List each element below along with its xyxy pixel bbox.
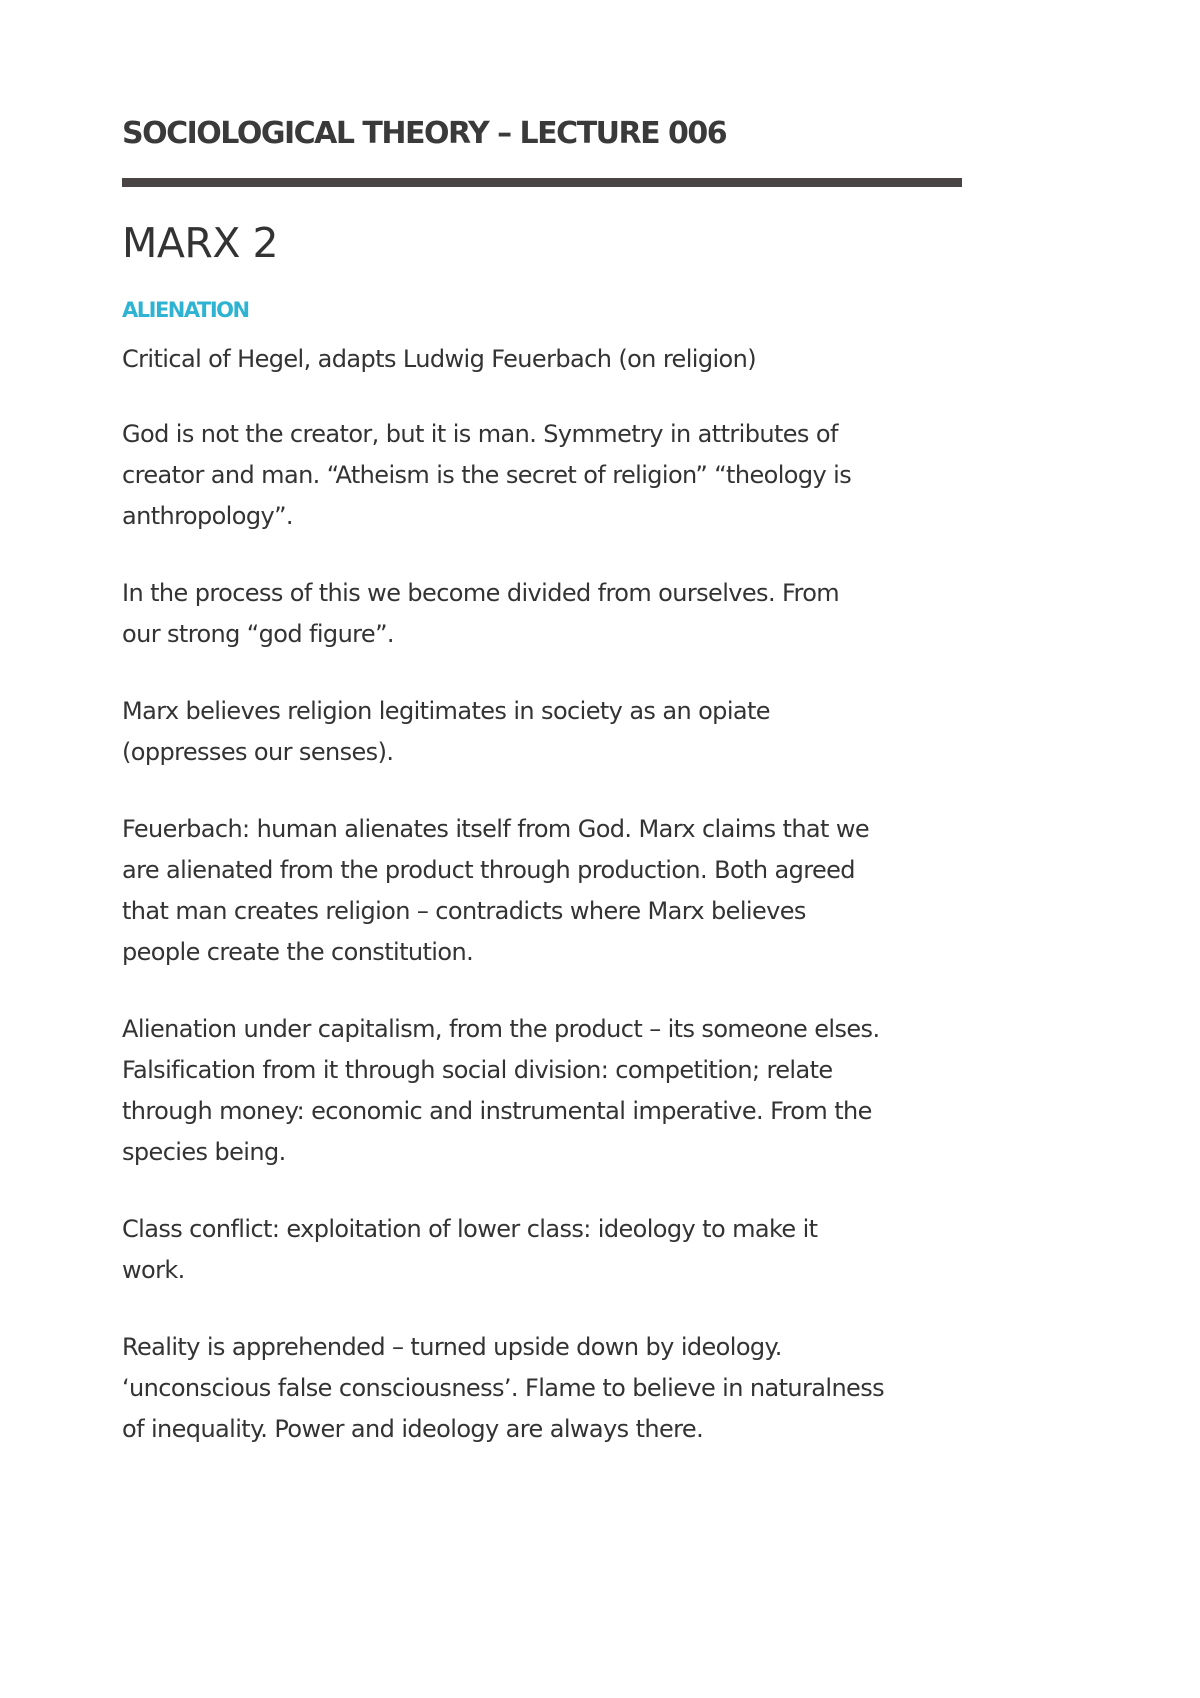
text-line: Reality is apprehended – turned upside down by ideology.: [122, 1333, 782, 1361]
body-text: [122, 339, 962, 1450]
paragraph: [122, 809, 952, 973]
text-line: Alienation under capitalism, from the product – its someone elses.: [122, 1015, 880, 1043]
course-title: SOCIOLOGICAL THEORY – LECTURE 006: [122, 116, 727, 151]
lecture-heading: MARX 2: [122, 219, 279, 267]
text-line: species being.: [122, 1138, 286, 1166]
text-line: Falsification from it through social division: competition; relate: [122, 1056, 833, 1084]
paragraph: [122, 414, 952, 537]
document-page: [122, 112, 962, 1486]
text-line: creator and man. “Atheism is the secret of religion” “theology is: [122, 461, 852, 489]
text-line: of inequality. Power and ideology are always there.: [122, 1415, 704, 1443]
text-line: anthropology”.: [122, 502, 293, 530]
text-line: Feuerbach: human alienates itself from God. Marx claims that we: [122, 815, 870, 843]
text-line: Marx believes religion legitimates in society as an opiate: [122, 697, 770, 725]
text-line: through money: economic and instrumental imperative. From the: [122, 1097, 872, 1125]
section-heading: ALIENATION: [122, 298, 249, 322]
text-line: In the process of this we become divided from ourselves. From: [122, 579, 840, 607]
text-line: (oppresses our senses).: [122, 738, 394, 766]
paragraph: [122, 339, 952, 380]
paragraph: [122, 1009, 952, 1173]
text-line: Class conflict: exploitation of lower class: ideology to make it: [122, 1215, 818, 1243]
text-line: ‘unconscious false consciousness’. Flame to believe in naturalness: [122, 1374, 885, 1402]
paragraph: [122, 691, 952, 773]
text-line: work.: [122, 1256, 185, 1284]
paragraph: [122, 1209, 952, 1291]
text-line: that man creates religion – contradicts where Marx believes: [122, 897, 806, 925]
text-line: are alienated from the product through production. Both agreed: [122, 856, 855, 884]
text-line: our strong “god figure”.: [122, 620, 394, 648]
paragraph: [122, 573, 952, 655]
text-line: people create the constitution.: [122, 938, 474, 966]
title-divider: [122, 178, 962, 187]
text-line: God is not the creator, but it is man. Symmetry in attributes of: [122, 420, 838, 448]
paragraph: [122, 1327, 952, 1450]
text-line: Critical of Hegel, adapts Ludwig Feuerbach (on religion): [122, 345, 757, 373]
